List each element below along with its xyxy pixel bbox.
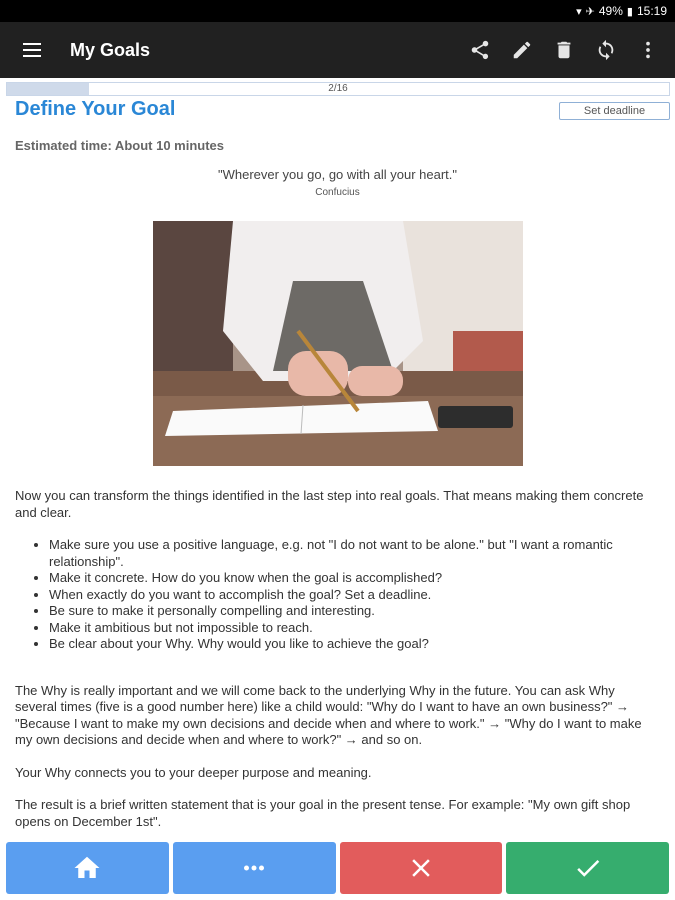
clock: 15:19 (636, 4, 667, 18)
intro-paragraph: Now you can transform the things identified in the last step into real goals. That means making them concrete and clear. (15, 488, 644, 520)
list-item: • Make sure you use a positive language, e.g. not "I do not want to be alone." but "I want a romantic relationship". (49, 537, 660, 570)
close-icon (406, 853, 436, 883)
sync-icon (595, 39, 617, 61)
step-progress-bar (6, 82, 670, 96)
more-vert-icon (637, 39, 659, 61)
battery-level: 49% (598, 4, 623, 18)
goal-writing-photo (153, 221, 523, 466)
list-item: • Be clear about your Why. Why would you like to achieve the goal? (49, 636, 660, 653)
delete-button[interactable] (543, 22, 585, 78)
delete-icon (553, 39, 575, 61)
menu-button[interactable] (0, 22, 64, 78)
guidelines-list (49, 537, 660, 653)
quote-author: Confucius (315, 187, 360, 198)
share-icon (469, 39, 491, 61)
list-item: • Be sure to make it personally compelling and interesting. (49, 603, 660, 620)
more-button[interactable] (173, 842, 336, 894)
more-horiz-icon (239, 853, 269, 883)
cancel-button[interactable] (340, 842, 503, 894)
done-button[interactable] (506, 842, 669, 894)
edit-button[interactable] (501, 22, 543, 78)
menu-icon (23, 43, 41, 57)
result-paragraph: The result is a brief written statement that is your goal in the present tense. For example: "My own gift shop opens on December 1st". (15, 797, 631, 829)
airplane-icon: ✈ (585, 5, 595, 18)
check-icon (573, 853, 603, 883)
home-icon (72, 853, 102, 883)
progress-label: 2/16 (328, 83, 348, 94)
app-bar (0, 22, 675, 78)
why-paragraph: The Why is really important and we will come back to the underlying Why in the future. You can ask Why several times (five is a good number here) like a child would: "Why do I want to have an own business?" → "Because I want to make my own decisions and decide when and where to work." → "Why do I want to make my own decisions and decide when and where to work?" → and so on. (15, 682, 642, 747)
step-content (15, 488, 660, 846)
wifi-icon: ▾ (576, 5, 582, 18)
estimated-time: Estimated time: About 10 minutes (15, 138, 224, 153)
page-title: Define Your Goal (15, 98, 176, 120)
edit-icon (511, 39, 533, 61)
bottom-action-bar (6, 842, 669, 894)
list-item: • Make it concrete. How do you know when the goal is accomplished? (49, 570, 660, 587)
purpose-paragraph: Your Why connects you to your deeper purpose and meaning. (15, 764, 372, 780)
share-button[interactable] (459, 22, 501, 78)
list-item: • Make it ambitious but not impossible to reach. (49, 620, 660, 637)
status-bar (0, 0, 675, 22)
toolbar-actions (459, 22, 669, 78)
quote-text: "Wherever you go, go with all your heart." (217, 167, 457, 182)
home-button[interactable] (6, 842, 169, 894)
more-options-button[interactable] (627, 22, 669, 78)
list-item: • When exactly do you want to accomplish the goal? Set a deadline. (49, 587, 660, 604)
set-deadline-button[interactable]: Set deadline (559, 102, 670, 120)
app-title: My Goals (70, 39, 151, 60)
battery-icon: ▮ (626, 5, 633, 18)
sync-button[interactable] (585, 22, 627, 78)
